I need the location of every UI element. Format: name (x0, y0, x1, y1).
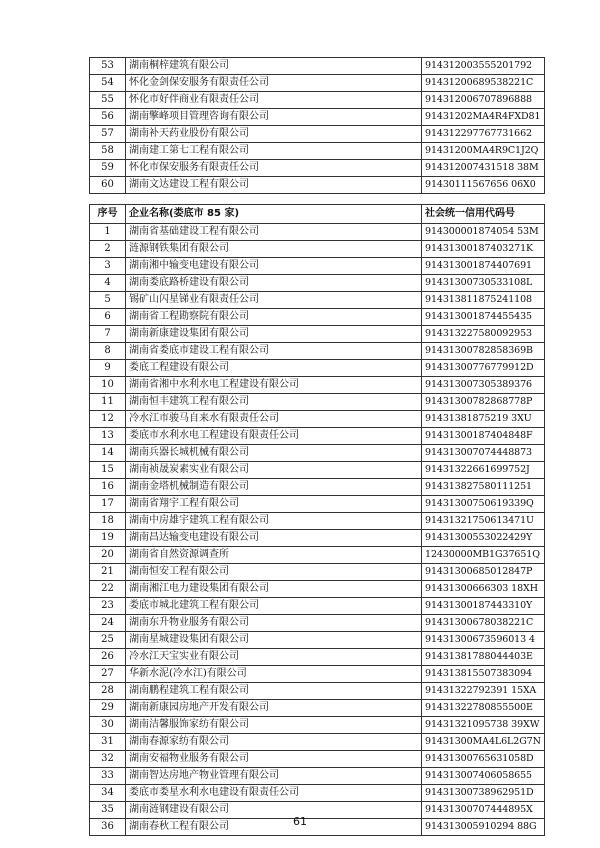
credit-code-cell: 914313007305389376 (422, 377, 545, 394)
credit-code-cell: 914313005910294 88G (422, 819, 545, 836)
table-row (90, 785, 545, 802)
credit-code-cell: 91431381875219 3XU (422, 411, 545, 428)
table-row (90, 564, 545, 581)
company-name-cell: 湖南涟钢建设有限公司 (126, 802, 422, 819)
company-name-cell: 锡矿山闪星锑业有限责任公司 (126, 292, 422, 309)
credit-code-cell: 91431300685012847P (422, 564, 545, 581)
table-row (90, 547, 545, 564)
table-row (90, 615, 545, 632)
company-name-cell: 怀化市好伴商业有限责任公司 (126, 92, 422, 109)
table-row (90, 530, 545, 547)
credit-code-cell: 91431322792391 15XA (422, 683, 545, 700)
serial-number-cell: 11 (90, 394, 126, 411)
credit-code-cell: 91431200689538221C (422, 75, 545, 92)
credit-code-cell: 91431300750619339Q (422, 496, 545, 513)
serial-number-cell: 32 (90, 751, 126, 768)
table-row (90, 496, 545, 513)
credit-code-cell: 91431300782868778P (422, 394, 545, 411)
company-name-cell: 湖南省湘中水利水电工程建设有限公司 (126, 377, 422, 394)
company-name-cell: 娄底市城北建筑工程有限公司 (126, 598, 422, 615)
serial-number-cell: 21 (90, 564, 126, 581)
company-name-cell: 湖南新康园房地产开发有限公司 (126, 700, 422, 717)
company-name-cell: 湖南洁馨服饰家纺有限公司 (126, 717, 422, 734)
serial-number-cell: 19 (90, 530, 126, 547)
table-row (90, 177, 545, 194)
company-name-cell: 湖南文达建设工程有限公司 (126, 177, 422, 194)
serial-number-cell: 54 (90, 75, 126, 92)
credit-code-cell: 914312006707896888 (422, 92, 545, 109)
table-row (90, 462, 545, 479)
table-row (90, 513, 545, 530)
table-row (90, 241, 545, 258)
credit-code-cell: 91431202MA4R4FXD81 (422, 109, 545, 126)
credit-code-cell: 91431300707444895X (422, 802, 545, 819)
credit-code-cell: 91431300187403271K (422, 241, 545, 258)
serial-number-cell: 29 (90, 700, 126, 717)
table-row (90, 275, 545, 292)
company-table-loudi (89, 204, 545, 836)
serial-number-cell: 22 (90, 581, 126, 598)
serial-number-cell: 26 (90, 649, 126, 666)
table-row (90, 649, 545, 666)
company-table-continued (89, 57, 545, 194)
table-row (90, 326, 545, 343)
credit-code-cell: 914313227580092953 (422, 326, 545, 343)
credit-code-cell: 91431300782858369B (422, 343, 545, 360)
serial-number-cell: 56 (90, 109, 126, 126)
table-row (90, 717, 545, 734)
serial-number-cell: 25 (90, 632, 126, 649)
company-name-cell: 湖南恒安工程有限公司 (126, 564, 422, 581)
company-name-cell: 冷水江天宝实业有限公司 (126, 649, 422, 666)
serial-number-cell: 17 (90, 496, 126, 513)
company-name-cell: 湖南鹏程建筑工程有限公司 (126, 683, 422, 700)
company-name-cell: 湖南中房雄宇建筑工程有限公司 (126, 513, 422, 530)
serial-number-cell: 59 (90, 160, 126, 177)
company-name-cell: 湖南桐梓建筑有限公司 (126, 58, 422, 75)
serial-number-cell: 30 (90, 717, 126, 734)
credit-code-cell: 91431300666303 18XH (422, 581, 545, 598)
table-row (90, 445, 545, 462)
table-row (90, 394, 545, 411)
credit-code-cell: 91431322780855500E (422, 700, 545, 717)
company-name-cell: 涟源钢铁集团有限公司 (126, 241, 422, 258)
credit-code-cell: 914313007074448873 (422, 445, 545, 462)
table-row (90, 360, 545, 377)
credit-code-cell: 91431300730533108L (422, 275, 545, 292)
credit-code-cell: 91431381788044403E (422, 649, 545, 666)
header-serial-number: 序号 (90, 205, 126, 224)
table-row (90, 92, 545, 109)
serial-number-cell: 10 (90, 377, 126, 394)
table-row (90, 700, 545, 717)
serial-number-cell: 18 (90, 513, 126, 530)
credit-code-cell: 91431300678038221C (422, 615, 545, 632)
serial-number-cell: 36 (90, 819, 126, 836)
company-name-cell: 湖南娄底路桥建设有限公司 (126, 275, 422, 292)
company-name-cell: 湖南东升物业服务有限公司 (126, 615, 422, 632)
table-row (90, 768, 545, 785)
company-name-cell: 湖南湘中输变电建设有限公司 (126, 258, 422, 275)
company-name-cell: 华新水泥(冷水江)有限公司 (126, 666, 422, 683)
company-name-cell: 湖南祯晟炭素实业有限公司 (126, 462, 422, 479)
credit-code-cell: 914313811875241108 (422, 292, 545, 309)
credit-code-cell: 91431300738962951D (422, 785, 545, 802)
serial-number-cell: 31 (90, 734, 126, 751)
serial-number-cell: 13 (90, 428, 126, 445)
company-name-cell: 湖南擎峰项目管理咨询有限公司 (126, 109, 422, 126)
serial-number-cell: 34 (90, 785, 126, 802)
table-row (90, 632, 545, 649)
serial-number-cell: 2 (90, 241, 126, 258)
company-name-cell: 湖南补天药业股份有限公司 (126, 126, 422, 143)
company-name-cell: 湖南建工第七工程有限公司 (126, 143, 422, 160)
company-name-cell: 湖南智达房地产物业管理有限公司 (126, 768, 422, 785)
serial-number-cell: 35 (90, 802, 126, 819)
serial-number-cell: 8 (90, 343, 126, 360)
company-name-cell: 湖南春源家纺有限公司 (126, 734, 422, 751)
credit-code-cell: 91431300673596013 4 (422, 632, 545, 649)
table-row (90, 58, 545, 75)
table-row (90, 309, 545, 326)
table-row (90, 683, 545, 700)
serial-number-cell: 53 (90, 58, 126, 75)
company-name-cell: 怀化金剑保安服务有限责任公司 (126, 75, 422, 92)
table-row (90, 598, 545, 615)
credit-code-cell: 12430000MB1G37651Q (422, 547, 545, 564)
company-name-cell: 湖南省娄底市建设工程有限公司 (126, 343, 422, 360)
company-name-cell: 湖南兵器长城机械有限公司 (126, 445, 422, 462)
serial-number-cell: 27 (90, 666, 126, 683)
credit-code-cell: 914313007406058655 (422, 768, 545, 785)
company-name-cell: 湖南省自然资源调查所 (126, 547, 422, 564)
table-row (90, 343, 545, 360)
serial-number-cell: 6 (90, 309, 126, 326)
credit-code-cell: 91430111567656 06X0 (422, 177, 545, 194)
credit-code-cell: 914300001874054 53M (422, 224, 545, 241)
company-name-cell: 湖南金塔机械制造有限公司 (126, 479, 422, 496)
credit-code-cell: 914313001874455435 (422, 309, 545, 326)
table-row (90, 411, 545, 428)
company-name-cell: 娄底工程建设有限公司 (126, 360, 422, 377)
table-row (90, 377, 545, 394)
serial-number-cell: 23 (90, 598, 126, 615)
serial-number-cell: 33 (90, 768, 126, 785)
header-credit-code: 社会统一信用代码号 (422, 205, 545, 224)
credit-code-cell: 914313815507383094 (422, 666, 545, 683)
credit-code-cell: 914312297767731662 (422, 126, 545, 143)
table-header-row (90, 205, 545, 224)
table-row (90, 224, 545, 241)
credit-code-cell: 91431300765631058D (422, 751, 545, 768)
company-name-cell: 湖南昌达输变电建设有限公司 (126, 530, 422, 547)
serial-number-cell: 1 (90, 224, 126, 241)
company-name-cell: 湖南新康建设集团有限公司 (126, 326, 422, 343)
serial-number-cell: 28 (90, 683, 126, 700)
company-name-cell: 怀化市保安服务有限责任公司 (126, 160, 422, 177)
serial-number-cell: 12 (90, 411, 126, 428)
credit-code-cell: 91431322661699752J (422, 462, 545, 479)
table-row (90, 75, 545, 92)
credit-code-cell: 914313827580111251 (422, 479, 545, 496)
table-row (90, 143, 545, 160)
serial-number-cell: 9 (90, 360, 126, 377)
table-row (90, 109, 545, 126)
company-name-cell: 娄底市水利水电工程建设有限责任公司 (126, 428, 422, 445)
credit-code-cell: 91431200MA4R9C1J2Q (422, 143, 545, 160)
table-row (90, 666, 545, 683)
company-name-cell: 冷水江市骏马自来水有限责任公司 (126, 411, 422, 428)
serial-number-cell: 60 (90, 177, 126, 194)
company-name-cell: 湖南省基础建设工程有限公司 (126, 224, 422, 241)
serial-number-cell: 55 (90, 92, 126, 109)
serial-number-cell: 24 (90, 615, 126, 632)
serial-number-cell: 5 (90, 292, 126, 309)
company-name-cell: 湖南省翔宇工程有限公司 (126, 496, 422, 513)
serial-number-cell: 4 (90, 275, 126, 292)
table-row (90, 581, 545, 598)
serial-number-cell: 15 (90, 462, 126, 479)
company-name-cell: 湖南安福物业服务有限公司 (126, 751, 422, 768)
company-name-cell: 湖南春秋工程有限公司 (126, 819, 422, 836)
table-row (90, 126, 545, 143)
serial-number-cell: 14 (90, 445, 126, 462)
table-row (90, 258, 545, 275)
serial-number-cell: 3 (90, 258, 126, 275)
table-row (90, 292, 545, 309)
credit-code-cell: 91431300187404848F (422, 428, 545, 445)
serial-number-cell: 57 (90, 126, 126, 143)
serial-number-cell: 7 (90, 326, 126, 343)
credit-code-cell: 914313001874407691 (422, 258, 545, 275)
credit-code-cell: 91431321095738 39XW (422, 717, 545, 734)
header-company-name: 企业名称(娄底市 85 家) (126, 205, 422, 224)
company-name-cell: 湖南星城建设集团有限公司 (126, 632, 422, 649)
table-row (90, 160, 545, 177)
credit-code-cell: 91431300187443310Y (422, 598, 545, 615)
serial-number-cell: 16 (90, 479, 126, 496)
credit-code-cell: 91431300MA4L6L2G7N (422, 734, 545, 751)
company-name-cell: 娄底市娄星水利水电建设有限责任公司 (126, 785, 422, 802)
page-number: 61 (293, 815, 307, 828)
credit-code-cell: 914312007431518 38M (422, 160, 545, 177)
table-row (90, 479, 545, 496)
credit-code-cell: 91431321750613471U (422, 513, 545, 530)
credit-code-cell: 914312003555201792 (422, 58, 545, 75)
company-name-cell: 湖南恒丰建筑工程有限公司 (126, 394, 422, 411)
serial-number-cell: 58 (90, 143, 126, 160)
serial-number-cell: 20 (90, 547, 126, 564)
credit-code-cell: 91431300776779912D (422, 360, 545, 377)
company-name-cell: 湖南省工程勘察院有限公司 (126, 309, 422, 326)
credit-code-cell: 91431300553022429Y (422, 530, 545, 547)
table-row (90, 734, 545, 751)
table-row (90, 751, 545, 768)
company-name-cell: 湖南湘江电力建设集团有限公司 (126, 581, 422, 598)
table-row (90, 428, 545, 445)
